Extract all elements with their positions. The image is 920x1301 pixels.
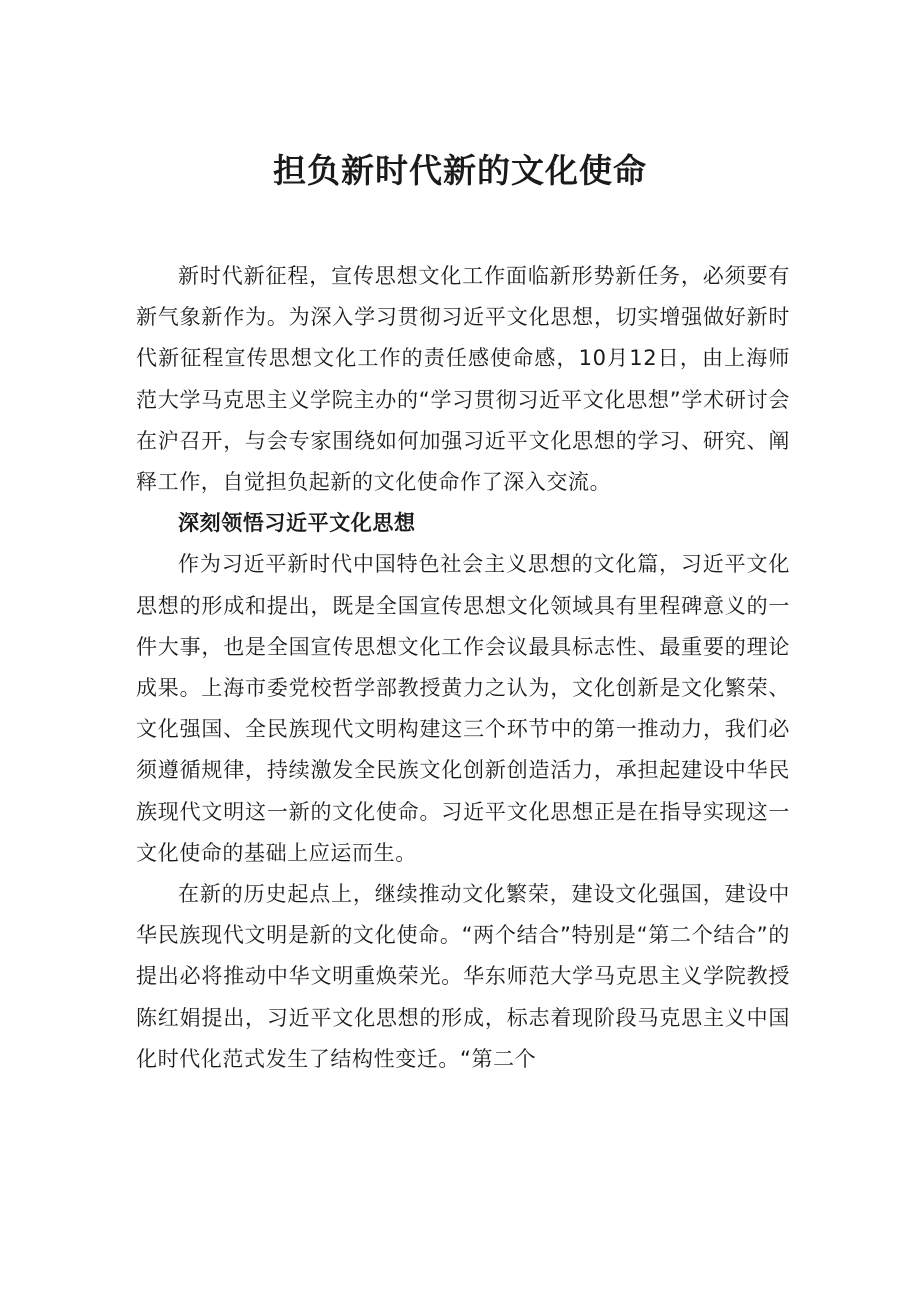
- document-body: [136, 256, 790, 1080]
- body-paragraph: 作为习近平新时代中国特色社会主义思想的文化篇，习近平文化思想的形成和提出，既是全国宣传思想文化领域具有里程碑意义的一件大事，也是全国宣传思想文化工作会议最具标志性、最重要的理论成果。上海市委党校哲学部教授黄力之认为，文化创新是文化繁荣、文化强国、全民族现代文明构建这三个环节中的第一推动力，我们必须遵循规律，持续激发全民族文化创新创造活力，承担起建设中华民族现代文明这一新的文化使命。习近平文化思想正是在指导实现这一文化使命的基础上应运而生。: [136, 552, 790, 865]
- document-title: 担负新时代新的文化使命: [273, 151, 647, 190]
- section-heading: 深刻领悟习近平文化思想: [178, 511, 416, 536]
- body-paragraph: 在新的历史起点上，继续推动文化繁荣，建设文化强国，建设中华民族现代文明是新的文化使命。“两个结合”特别是“第二个结合”的提出必将推动中华文明重焕荣光。华东师范大学马克思主义学院教授陈红娟提出，习近平文化思想的形成，标志着现阶段马克思主义中国化时代化范式发生了结构性变迁。“第二个: [136, 882, 790, 1071]
- intro-paragraph: 新时代新征程，宣传思想文化工作面临新形势新任务，必须要有新气象新作为。为深入学习贯彻习近平文化思想，切实增强做好新时代新征程宣传思想文化工作的责任感使命感，10月12日，由上海师范大学马克思主义学院主办的“学习贯彻习近平文化思想”学术研讨会在沪召开，与会专家围绕如何加强习近平文化思想的学习、研究、阐释工作，自觉担负起新的文化使命作了深入交流。: [136, 264, 790, 495]
